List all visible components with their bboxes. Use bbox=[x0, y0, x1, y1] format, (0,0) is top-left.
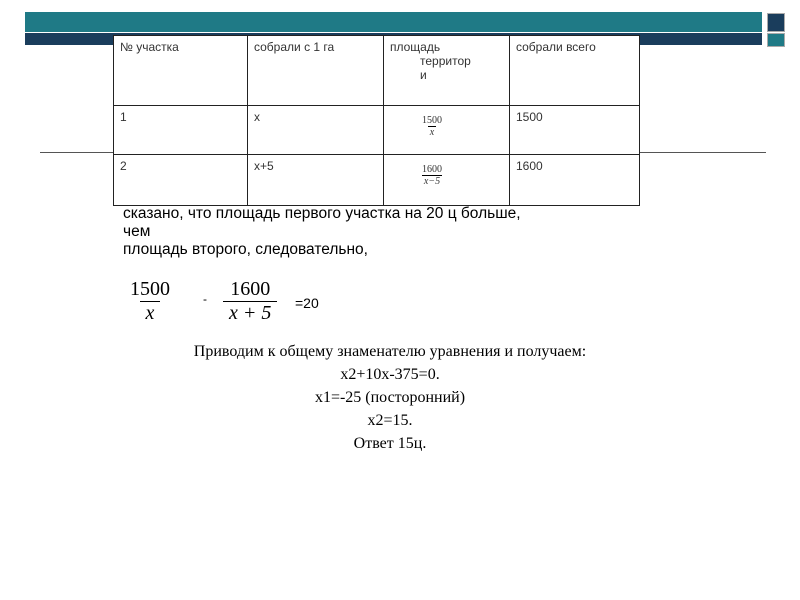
cell-plot-number: 2 bbox=[114, 155, 248, 206]
header-total: собрали всего bbox=[510, 36, 640, 106]
corner-square-bottom bbox=[767, 33, 785, 47]
header-plot-number: № участка bbox=[114, 36, 248, 106]
cell-area bbox=[384, 106, 510, 155]
solution-line-3: x1=-25 (посторонний) bbox=[314, 389, 466, 406]
equation-fraction-1 bbox=[128, 278, 172, 325]
fraction-denominator: x−5 bbox=[423, 176, 441, 187]
solution-line-1: Приводим к общему знаменателю уравнения и получаем: bbox=[193, 343, 587, 360]
header-area-l2: территор bbox=[420, 54, 471, 68]
fraction-numerator: 1500 bbox=[130, 278, 170, 300]
fraction-numerator: 1600 bbox=[230, 278, 271, 300]
corner-square-top bbox=[767, 13, 785, 32]
fraction-numerator: 1600 bbox=[422, 164, 442, 175]
area-fraction bbox=[420, 115, 444, 138]
cell-yield: x bbox=[248, 106, 384, 155]
equation-fraction-2 bbox=[223, 278, 277, 325]
explanation-text bbox=[123, 205, 653, 259]
area-fraction bbox=[420, 164, 444, 187]
fraction-numerator: 1500 bbox=[422, 115, 442, 126]
fraction-denominator: x + 5 bbox=[223, 301, 277, 325]
fraction-denominator: x bbox=[140, 301, 161, 325]
text-line-1: сказано, что площадь первого участка на 20 ц больше, bbox=[123, 205, 521, 222]
header-bar-teal bbox=[25, 12, 762, 32]
table-row bbox=[114, 106, 640, 155]
cell-yield: x+5 bbox=[248, 155, 384, 206]
cell-total: 1500 bbox=[510, 106, 640, 155]
equation bbox=[128, 278, 428, 328]
header-yield-per-ha: собрали с 1 га bbox=[248, 36, 384, 106]
fraction-denominator: x bbox=[429, 127, 435, 138]
table-header-row bbox=[114, 36, 640, 106]
header-area-l3: и bbox=[420, 68, 427, 82]
solution-block bbox=[140, 340, 640, 455]
equation-rhs: =20 bbox=[295, 295, 319, 311]
solution-line-4: x2=15. bbox=[367, 412, 413, 429]
text-line-3: площадь второго, следовательно, bbox=[123, 241, 368, 258]
text-line-2: чем bbox=[123, 223, 151, 240]
cell-plot-number: 1 bbox=[114, 106, 248, 155]
cell-area bbox=[384, 155, 510, 206]
minus-sign: - bbox=[203, 292, 207, 306]
header-area bbox=[384, 36, 510, 106]
cell-total: 1600 bbox=[510, 155, 640, 206]
solution-line-2: x2+10x-375=0. bbox=[340, 366, 440, 383]
data-table bbox=[113, 35, 640, 206]
header-area-l1: площадь bbox=[390, 40, 441, 54]
solution-answer: Ответ 15ц. bbox=[353, 435, 427, 452]
table-row bbox=[114, 155, 640, 206]
